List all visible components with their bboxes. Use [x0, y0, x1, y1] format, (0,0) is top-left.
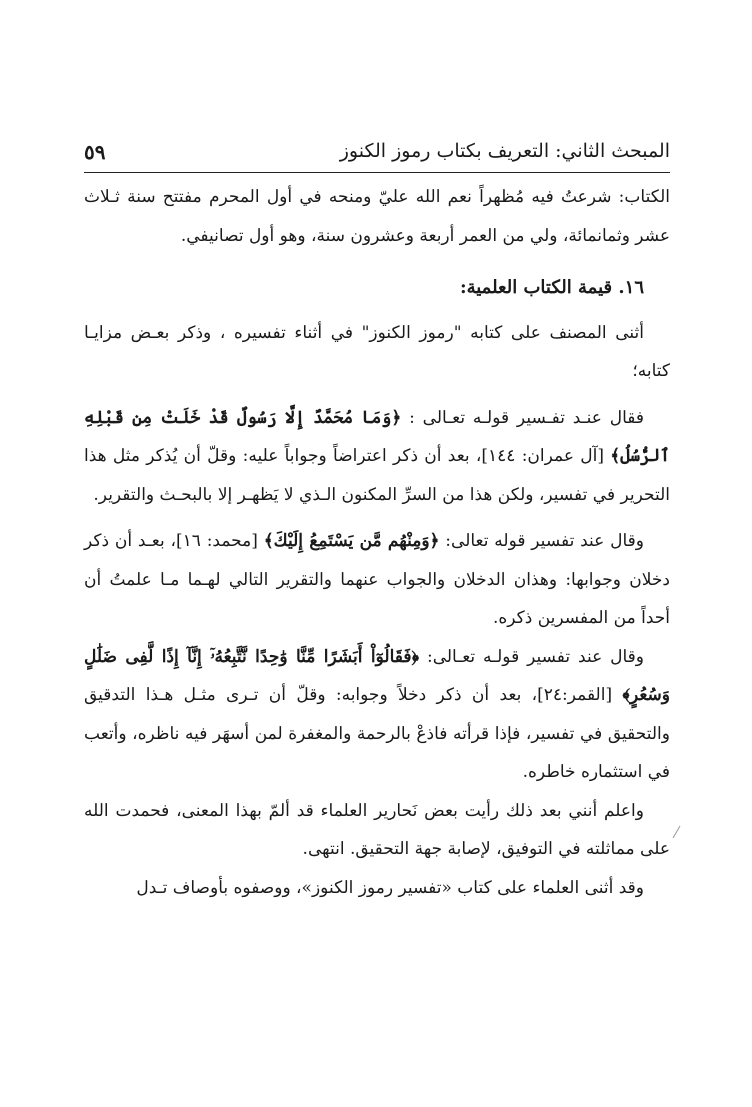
- paragraph-5-rest: [القمر:٢٤]، بعد أن ذكر دخلاً وجوابه: وقلّ أن تـرى مثـل هـذا التدقيق والتحقيق في تفسير، فإذا قرأته فاذعْ بالرحمة والمغفرة لمن أسهَر فيه ناظره، وأتعب في استثماره خاطره.: [84, 685, 670, 782]
- header-title: المبحث الثاني: التعريف بكتاب رموز الكنوز: [339, 140, 670, 162]
- paragraph-4-rest: [محمد: ١٦]، بعـد أن ذكر دخلان وجوابها: وهذان الدخلان والجواب عنهما والتقرير التالي لهـما مـا علمتُ أن أحداً من المفسرين ذكره.: [84, 531, 670, 628]
- page-body: [84, 178, 670, 907]
- quran-verse-2: ﴿وَمِنْهُم مَّن يَسْتَمِعُ إِلَيْكَ﴾: [263, 531, 440, 551]
- paragraph-5: [84, 638, 670, 792]
- running-header: [84, 138, 670, 173]
- paragraph-5-intro: وقال عند تفسير قولـه تعـالى:: [419, 646, 644, 667]
- paragraph-3-rest: [آل عمران: ١٤٤]، بعد أن ذكر اعتراضاً وجواباً عليه: وقلّ أن يُذكر مثل هذا التحرير في تفسير، ولكن هذا من السرِّ المكنون الـذي لا يَظهـر إلا بالبحـث والتقرير.: [84, 446, 670, 505]
- section-heading: ١٦. قيمة الكتاب العلمية:: [459, 277, 644, 298]
- quran-verse-3: ﴿فَقَالُوٓاْ أَبَشَرًا مِّنَّا وَٰحِدًا نَّتَّبِعُهُۥٓ إِنَّآ إِذًا لَّفِى ضَلَٰلٍ وَسُعُرٍ﴾: [84, 646, 671, 705]
- paragraph-6: واعلم أنني بعد ذلك رأيت بعض نَحارير العلماء قد ألمّ بهذا المعنى، فحمدت الله على مماثلته في التوفيق، لإصابة جهة التحقيق. انتهى.: [84, 800, 670, 859]
- paragraph-4: [84, 522, 670, 638]
- paragraph-2: أثنى المصنف على كتابه "رموز الكنوز" في أثناء تفسيره ، وذكر بعـض مزايـا كتابه؛: [84, 322, 670, 381]
- paragraph-3-intro: فقال عنـد تفـسير قولـه تعـالى :: [401, 407, 644, 428]
- paragraph-3: [84, 399, 670, 515]
- paragraph-1: الكتاب: شرعتُ فيه مُظهراً نعم الله عليّ ومنحه في أول المحرم مفتتح سنة ثـلاث عشر وثمانمائة، ولي من العمر أربعة وعشرون سنة، وهو أول تصانيفي.: [84, 187, 670, 246]
- margin-pencil-mark: [673, 826, 681, 839]
- paragraph-7: وقد أثنى العلماء على كتاب «تفسير رموز الكنوز»، ووصفوه بأوصاف تـدل: [136, 877, 644, 898]
- quran-verse-1: ﴿وَمَا مُحَمَّدٌ إِلَّا رَسُولٌ قَدْ خَلَتْ مِن قَبْلِهِ ٱلرُّسُلُ﴾: [84, 407, 671, 466]
- paragraph-4-intro: وقال عند تفسير قوله تعالى:: [439, 531, 644, 551]
- page-number: ٥٩: [84, 140, 106, 164]
